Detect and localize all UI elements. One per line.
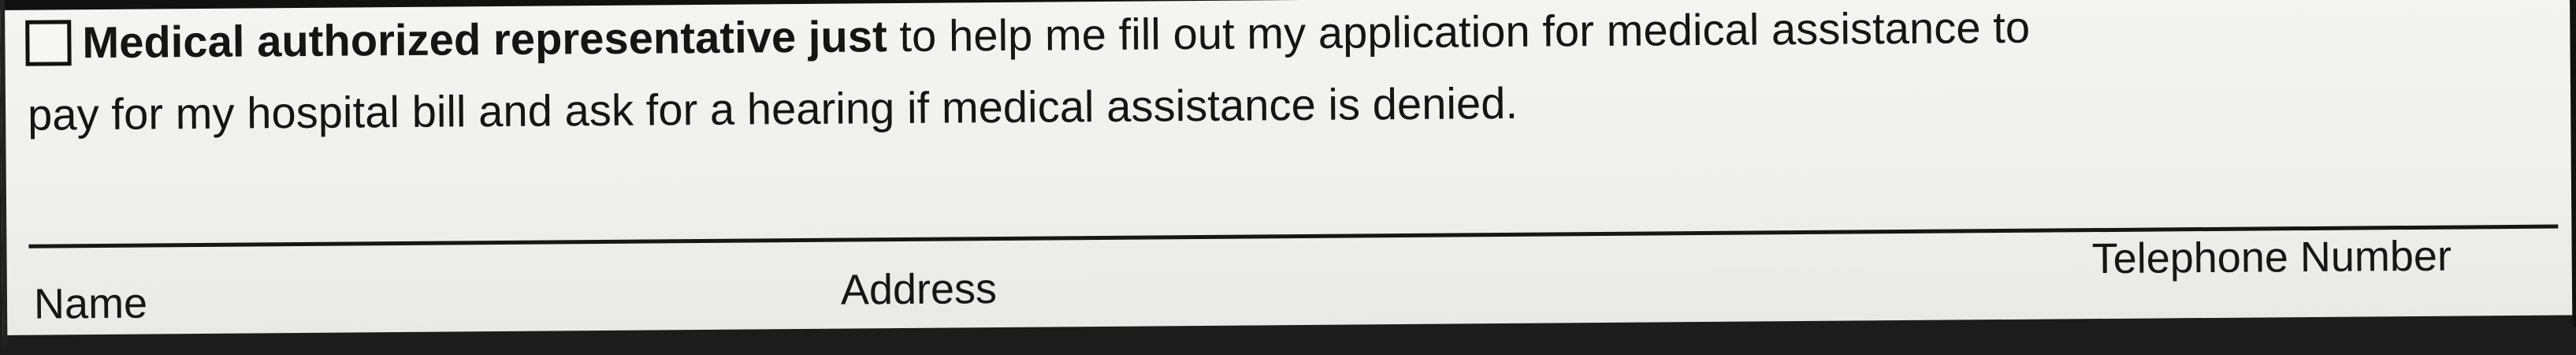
telephone-number-label: Telephone Number — [2091, 232, 2452, 283]
option-line-1 — [25, 2, 2030, 69]
option-line-2: pay for my hospital bill and ask for a hearing if medical assistance is denied. — [27, 77, 1518, 140]
address-label: Address — [840, 265, 998, 314]
authorized-representative-checkbox[interactable] — [25, 20, 71, 65]
left-border — [0, 0, 7, 347]
option-text-rest: to help me fill out my application for medical assistance to — [887, 2, 2031, 62]
right-border — [2570, 0, 2576, 327]
name-label: Name — [33, 279, 148, 328]
option-bold-heading: Medical authorized representative just — [82, 11, 888, 68]
